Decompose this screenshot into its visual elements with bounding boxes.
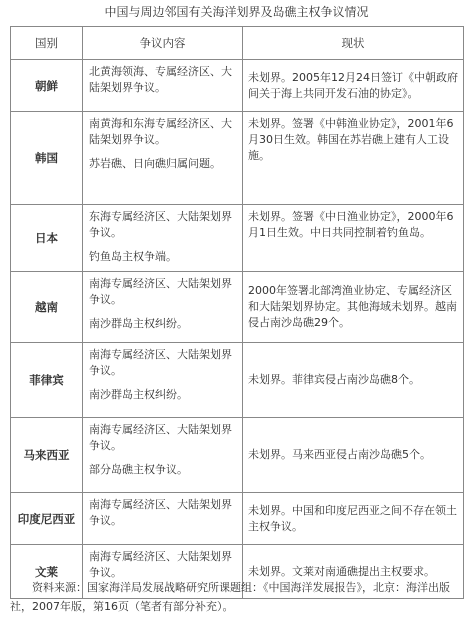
header-dispute: 争议内容 xyxy=(83,27,243,60)
country-cell: 文莱 xyxy=(11,545,83,599)
dispute-cell xyxy=(83,205,243,272)
country-cell: 马来西亚 xyxy=(11,418,83,493)
country-cell: 越南 xyxy=(11,272,83,343)
country-cell: 日本 xyxy=(11,205,83,272)
header-status: 现状 xyxy=(243,27,464,60)
dispute-item: 部分岛礁主权争议。 xyxy=(89,463,188,476)
dispute-item: 南沙群岛主权纠纷。 xyxy=(89,317,188,330)
table-row xyxy=(11,112,464,205)
table-row xyxy=(11,493,464,545)
dispute-cell xyxy=(83,418,243,493)
country-cell: 朝鲜 xyxy=(11,60,83,112)
dispute-item: 南海专属经济区、大陆架划界争议。 xyxy=(89,277,232,306)
dispute-item: 苏岩礁、日向礁归属问题。 xyxy=(89,157,221,170)
dispute-item: 南海专属经济区、大陆架划界争议。 xyxy=(89,348,232,377)
status-cell: 未划界。马来西亚侵占南沙岛礁5个。 xyxy=(243,418,464,493)
dispute-item: 南海专属经济区、大陆架划界争议。 xyxy=(89,550,232,579)
dispute-cell xyxy=(83,343,243,418)
status-cell: 2000年签署北部湾渔业协定、专属经济区和大陆架划界协定。其他海域未划界。越南侵占南沙岛礁29个。 xyxy=(243,272,464,343)
country-cell: 菲律宾 xyxy=(11,343,83,418)
table-row xyxy=(11,418,464,493)
dispute-cell xyxy=(83,60,243,112)
dispute-item: 南黄海和东海专属经济区、大陆架划界争议。 xyxy=(89,117,232,146)
dispute-cell xyxy=(83,272,243,343)
country-cell: 印度尼西亚 xyxy=(11,493,83,545)
country-cell: 韩国 xyxy=(11,112,83,205)
table-header-row xyxy=(11,27,464,60)
dispute-item: 南海专属经济区、大陆架划界争议。 xyxy=(89,423,232,452)
table-row xyxy=(11,60,464,112)
status-cell: 未划界。签署《中韩渔业协定》，2001年6月30日生效。韩国在苏岩礁上建有人工设施。 xyxy=(243,112,464,205)
table-row xyxy=(11,272,464,343)
dispute-item: 北黄海领海、专属经济区、大陆架划界争议。 xyxy=(89,65,232,94)
table-row xyxy=(11,343,464,418)
dispute-item: 东海专属经济区、大陆架划界争议。 xyxy=(89,210,232,239)
table-row xyxy=(11,205,464,272)
dispute-cell xyxy=(83,493,243,545)
source-note: 资料来源：国家海洋局发展战略研究所课题组：《中国海洋发展报告》，北京：海洋出版社，2007年版，第16页（笔者有部分补充）。 xyxy=(10,581,450,613)
dispute-item: 钓鱼岛主权争端。 xyxy=(89,250,177,263)
table-title: 中国与周边邻国有关海洋划界及岛礁主权争议情况 xyxy=(104,5,369,19)
status-cell: 未划界。菲律宾侵占南沙岛礁8个。 xyxy=(243,343,464,418)
header-country: 国别 xyxy=(11,27,83,60)
status-cell: 未划界。签署《中日渔业协定》，2000年6月1日生效。中日共同控制着钓鱼岛。 xyxy=(243,205,464,272)
status-cell: 未划界。中国和印度尼西亚之间不存在领土主权争议。 xyxy=(243,493,464,545)
dispute-item: 南海专属经济区、大陆架划界争议。 xyxy=(89,498,232,527)
dispute-cell xyxy=(83,112,243,205)
dispute-item: 南沙群岛主权纠纷。 xyxy=(89,388,188,401)
status-cell: 未划界。2005年12月24日签订《中朝政府间关于海上共同开发石油的协定》。 xyxy=(243,60,464,112)
sovereignty-dispute-table xyxy=(10,26,464,599)
status-cell: 未划界。文莱对南通礁提出主权要求。 xyxy=(243,545,464,599)
